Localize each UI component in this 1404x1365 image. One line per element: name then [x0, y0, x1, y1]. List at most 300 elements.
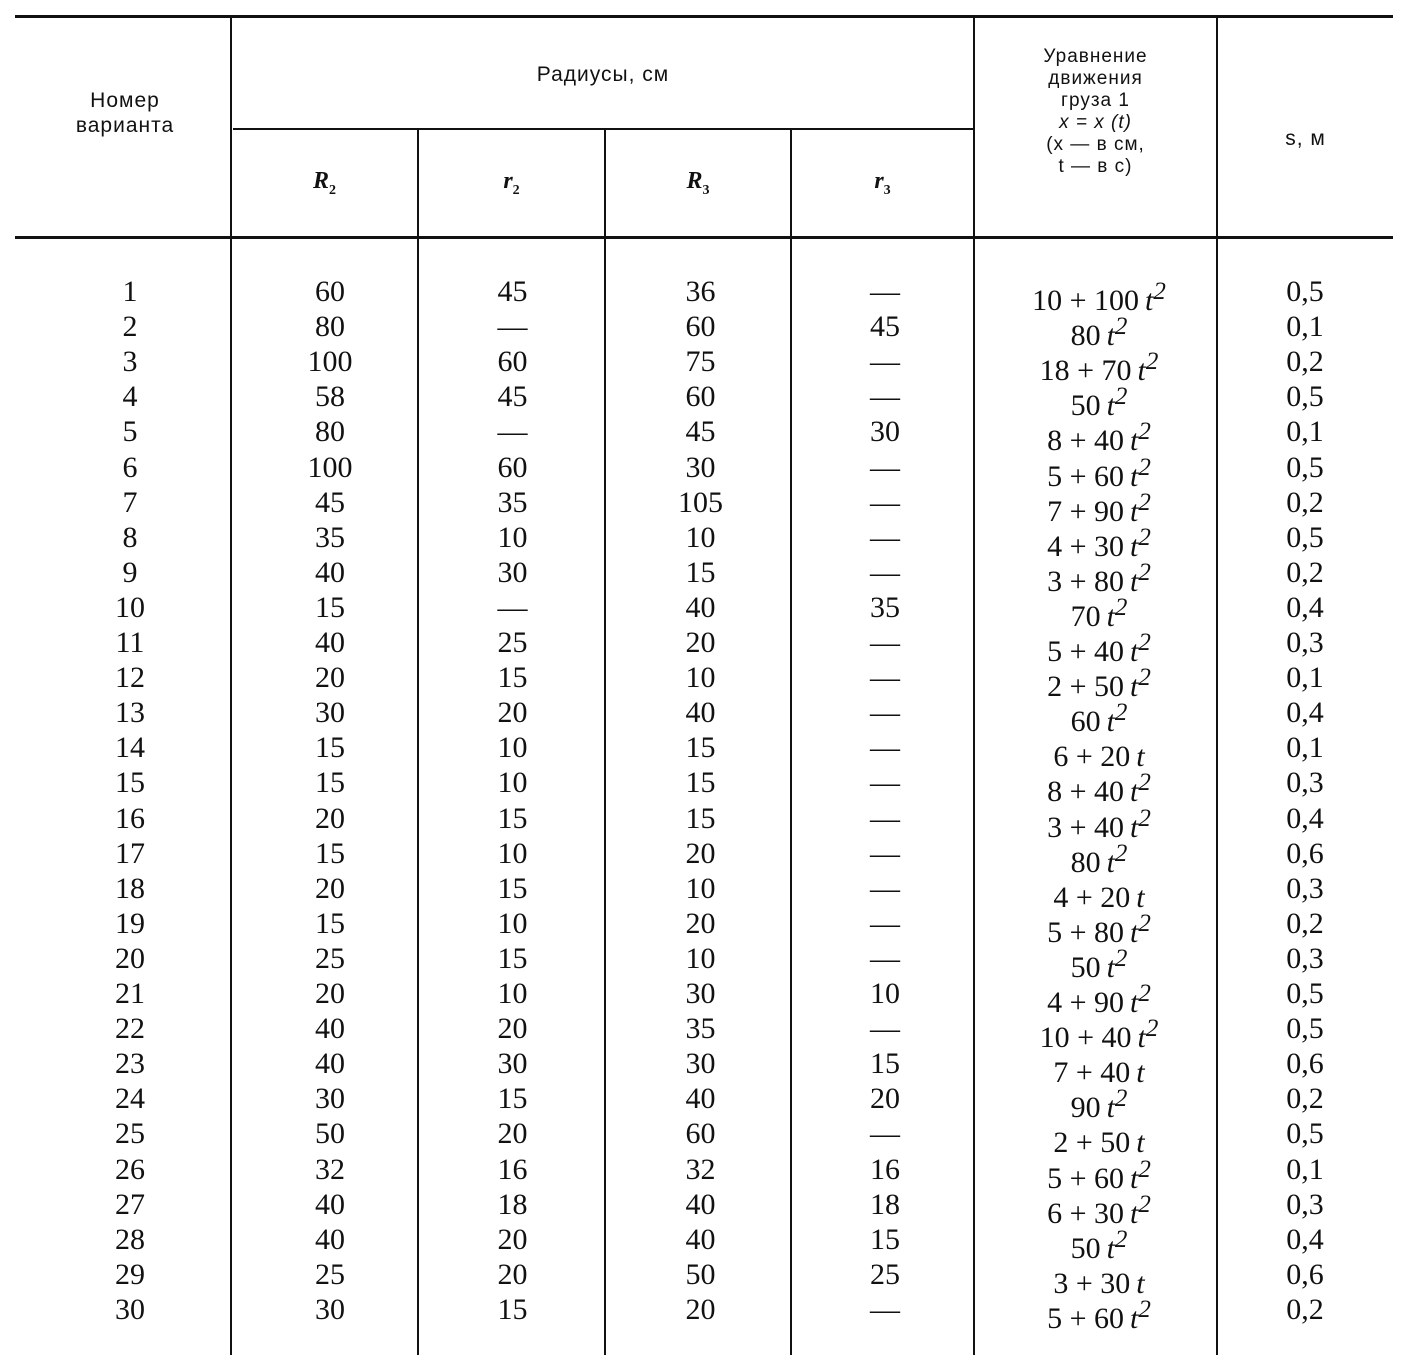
r3-cell: 16 — [870, 1152, 900, 1186]
R3-cell: 60 — [685, 310, 716, 344]
equation-exponent: 2 — [1138, 769, 1151, 797]
distance-cell: 0,3 — [1286, 941, 1324, 975]
r2-cell: 15 — [497, 1292, 528, 1326]
r3-cell: — — [870, 485, 900, 519]
r2-cell: 60 — [497, 450, 528, 484]
col-header-r3 — [792, 168, 973, 199]
R2-cell: 50 — [315, 1117, 345, 1151]
variant-number-cell: 7 — [122, 485, 138, 519]
R2-cell: 35 — [315, 520, 345, 554]
equation-time-variable: t — [1106, 1231, 1115, 1265]
variant-number-cell: 6 — [122, 450, 138, 484]
r3-cell: 15 — [870, 1047, 900, 1081]
R3-cell: 40 — [685, 1082, 716, 1116]
equation-time-variable: t — [1137, 1021, 1146, 1055]
r3-cell: 20 — [870, 1082, 900, 1116]
distance-cell: 0,2 — [1286, 906, 1324, 940]
equation-time-variable: t — [1106, 319, 1115, 353]
table-row — [0, 590, 1404, 633]
r2-cell: 35 — [497, 485, 528, 519]
equation-exponent: 2 — [1138, 453, 1151, 481]
R2-cell: 32 — [315, 1152, 345, 1186]
equation-header-line: x = x (t) — [1059, 112, 1132, 133]
r2-cell: 20 — [497, 1117, 528, 1151]
distance-cell: 0,5 — [1286, 520, 1324, 554]
table-row — [0, 555, 1404, 598]
r3-cell: — — [870, 450, 900, 484]
distance-cell: 0,2 — [1286, 345, 1324, 379]
R3-cell: 20 — [685, 626, 716, 659]
r3-cell: — — [870, 906, 900, 940]
equation-time-variable: t — [1130, 424, 1139, 458]
equation-coefficients: 3 + 80 — [1047, 564, 1125, 598]
equation-time-variable: t — [1130, 1161, 1139, 1195]
equation-coefficients: 90 — [1070, 1091, 1101, 1125]
R3-cell: 40 — [685, 696, 716, 730]
variant-number-cell: 30 — [115, 1292, 145, 1326]
equation-exponent: 2 — [1114, 313, 1128, 341]
equation-exponent: 2 — [1138, 523, 1151, 551]
table-row — [0, 906, 1404, 949]
equation-exponent: 2 — [1114, 1225, 1128, 1253]
col-header-r2-subscript: 2 — [512, 182, 520, 198]
distance-cell: 0,3 — [1286, 766, 1324, 800]
col-header-R2-subscript: 2 — [329, 182, 336, 198]
R3-cell: 60 — [685, 380, 716, 414]
R3-cell: 15 — [685, 731, 716, 765]
r3-cell: — — [870, 380, 900, 414]
equation-header-line: Уравнение — [1043, 46, 1148, 67]
variant-number-cell: 12 — [115, 661, 145, 695]
distance-cell: 0,1 — [1286, 310, 1324, 344]
equation-exponent: 2 — [1138, 488, 1151, 516]
table-row — [0, 450, 1404, 493]
equation-time-variable: t — [1137, 354, 1146, 388]
equation-coefficients: 3 + 30 — [1053, 1266, 1131, 1300]
col-header-R3 — [606, 168, 790, 199]
R2-cell: 20 — [315, 871, 345, 905]
R3-cell: 10 — [685, 941, 716, 975]
R2-cell: 20 — [315, 977, 345, 1010]
r3-cell: — — [870, 731, 900, 765]
equation-header — [975, 46, 1216, 178]
distance-cell: 0,2 — [1286, 1292, 1324, 1326]
variant-header-text: Номер варианта — [75, 89, 175, 137]
equation-exponent: 2 — [1138, 909, 1151, 937]
R2-cell: 15 — [315, 731, 345, 765]
equation-exponent: 2 — [1153, 278, 1166, 305]
R2-cell: 20 — [315, 661, 345, 695]
equation-coefficients: 5 + 60 — [1047, 1301, 1125, 1335]
table-row — [0, 1257, 1404, 1300]
table-row — [0, 414, 1404, 458]
distance-cell: 0,5 — [1286, 1012, 1324, 1046]
distance-cell: 0,5 — [1286, 275, 1324, 308]
variant-number-cell: 16 — [115, 801, 145, 835]
R3-cell: 35 — [685, 1012, 716, 1046]
table-row — [0, 941, 1404, 984]
r2-cell: 15 — [497, 871, 528, 905]
distance-cell: 0,1 — [1286, 415, 1324, 449]
equation-coefficients: 10 + 100 — [1032, 284, 1140, 317]
table-row — [0, 1011, 1404, 1055]
equation-exponent: 2 — [1138, 980, 1151, 1007]
r2-cell: 10 — [497, 977, 528, 1010]
R2-cell: 20 — [315, 801, 345, 835]
table-row — [0, 309, 1404, 353]
distance-header: s, м — [1285, 127, 1326, 150]
equation-coefficients: 60 — [1070, 705, 1101, 739]
distance-cell: 0,5 — [1286, 450, 1324, 484]
distance-cell: 0,1 — [1286, 1152, 1324, 1186]
equation-header-line: (x — в см, — [1046, 134, 1145, 155]
R3-cell: 30 — [685, 1047, 716, 1081]
equation-time-variable: t — [1130, 459, 1139, 493]
equation-time-variable: t — [1106, 1091, 1115, 1125]
r3-cell: — — [870, 555, 900, 589]
R3-cell: 105 — [678, 485, 723, 519]
R2-cell: 40 — [315, 1222, 345, 1256]
r2-cell: 30 — [497, 1047, 528, 1081]
equation-coefficients: 5 + 80 — [1047, 915, 1125, 949]
R3-cell: 10 — [685, 661, 716, 695]
distance-cell: 0,6 — [1286, 836, 1324, 870]
col-header-R3-symbol: R — [686, 168, 703, 194]
R2-cell: 58 — [315, 380, 345, 414]
variant-number-cell: 5 — [122, 415, 138, 449]
distance-cell: 0,2 — [1286, 485, 1324, 519]
R2-cell: 30 — [315, 1082, 345, 1116]
equation-exponent: 2 — [1138, 558, 1151, 586]
variant-number-cell: 19 — [115, 906, 145, 940]
r2-cell: 25 — [497, 626, 528, 659]
col-header-r2-symbol: r — [503, 168, 513, 194]
R3-cell: 50 — [685, 1257, 716, 1291]
distance-cell: 0,3 — [1286, 626, 1324, 659]
equation-coefficients: 7 + 40 — [1053, 1056, 1131, 1090]
r2-cell: 60 — [497, 345, 528, 379]
equation-exponent: 2 — [1138, 804, 1151, 832]
R3-cell: 32 — [685, 1152, 716, 1186]
equation-time-variable: t — [1106, 389, 1115, 423]
equation-coefficients: 6 + 30 — [1047, 1196, 1125, 1230]
r2-cell: 45 — [497, 275, 528, 308]
variant-number-cell: 8 — [122, 520, 138, 554]
R2-cell: 40 — [315, 1187, 345, 1221]
r3-cell: — — [870, 1012, 900, 1046]
variant-number-cell: 24 — [115, 1082, 145, 1116]
r2-cell: 18 — [497, 1187, 528, 1221]
variant-number-cell: 10 — [115, 590, 145, 624]
table-row — [0, 1116, 1404, 1160]
table-row — [0, 871, 1404, 914]
r3-cell: 35 — [870, 590, 900, 624]
col-header-R3-subscript: 3 — [702, 182, 710, 198]
equation-exponent: 2 — [1138, 1155, 1151, 1183]
variant-number-header — [40, 88, 210, 138]
r2-cell: 10 — [497, 906, 528, 940]
r3-cell: — — [870, 345, 900, 379]
equation-time-variable: t — [1130, 564, 1139, 598]
equation-coefficients: 8 + 40 — [1047, 775, 1125, 809]
table-row — [0, 520, 1404, 563]
variant-number-cell: 20 — [115, 941, 145, 975]
R3-cell: 45 — [685, 415, 716, 449]
equation-coefficients: 5 + 60 — [1047, 1161, 1125, 1195]
distance-cell: 0,2 — [1286, 555, 1324, 589]
equation-time-variable: t — [1106, 950, 1115, 984]
variant-number-cell: 1 — [122, 275, 138, 308]
equation-time-variable: t — [1145, 284, 1154, 317]
r2-cell: 15 — [497, 661, 528, 695]
radii-subheader-rule — [233, 128, 973, 130]
r2-cell: 15 — [497, 801, 528, 835]
equation-coefficients: 4 + 20 — [1053, 880, 1131, 914]
equation-time-variable: t — [1130, 810, 1139, 844]
table-row — [0, 485, 1404, 528]
equation-time-variable: t — [1130, 775, 1139, 809]
R2-cell: 80 — [315, 415, 345, 449]
equation-time-variable: t — [1130, 635, 1139, 668]
distance-cell: 0,1 — [1286, 731, 1324, 765]
variant-number-cell: 18 — [115, 871, 145, 905]
r3-cell: — — [870, 801, 900, 835]
R2-cell: 80 — [315, 310, 345, 344]
equation-header-line: движения — [1048, 68, 1143, 89]
distance-cell: 0,5 — [1286, 1117, 1324, 1151]
variant-number-cell: 9 — [122, 555, 138, 589]
equation-coefficients: 6 + 20 — [1053, 740, 1131, 774]
equation-exponent: 2 — [1114, 839, 1128, 867]
equation-exponent: 2 — [1138, 664, 1151, 692]
table-row — [0, 765, 1404, 809]
equation-time-variable: t — [1136, 1126, 1145, 1160]
equation-exponent: 2 — [1145, 348, 1159, 376]
r2-cell: 20 — [497, 1257, 528, 1291]
equation-time-variable: t — [1106, 705, 1115, 739]
equation-time-variable: t — [1106, 599, 1115, 633]
distance-cell: 0,1 — [1286, 661, 1324, 695]
r2-cell: — — [497, 590, 528, 624]
R3-cell: 20 — [685, 1292, 716, 1326]
equation-coefficients: 80 — [1070, 845, 1101, 879]
equation-exponent: 2 — [1114, 699, 1128, 727]
equation-time-variable: t — [1136, 740, 1145, 774]
r3-cell: — — [870, 1117, 900, 1151]
variant-number-cell: 14 — [115, 731, 145, 765]
r3-cell: — — [870, 520, 900, 554]
table-row — [0, 730, 1404, 774]
r2-cell: 45 — [497, 380, 528, 414]
table-row — [0, 1222, 1404, 1265]
r3-cell: 25 — [870, 1257, 900, 1291]
table-row — [0, 1292, 1404, 1335]
R2-cell: 40 — [315, 1047, 345, 1081]
R2-cell: 45 — [315, 485, 345, 519]
R2-cell: 40 — [315, 555, 345, 589]
equation-time-variable: t — [1130, 529, 1139, 563]
distance-cell: 0,6 — [1286, 1257, 1324, 1291]
R3-cell: 10 — [685, 520, 716, 554]
table-row — [0, 836, 1404, 879]
table-row — [0, 274, 1404, 317]
distance-cell: 0,6 — [1286, 1047, 1324, 1081]
variant-number-cell: 11 — [115, 626, 145, 659]
R2-cell: 15 — [315, 590, 345, 624]
table-row — [0, 1046, 1404, 1090]
r2-cell: 20 — [497, 1222, 528, 1256]
r2-cell: 15 — [497, 1082, 528, 1116]
variant-number-cell: 15 — [115, 766, 145, 800]
table-row — [0, 625, 1404, 668]
R3-cell: 20 — [685, 906, 716, 940]
distance-cell: 0,4 — [1286, 696, 1324, 730]
R2-cell: 60 — [315, 275, 345, 308]
table-row — [0, 344, 1404, 388]
equation-exponent: 2 — [1138, 629, 1151, 656]
table-row — [0, 801, 1404, 844]
table-row — [0, 695, 1404, 739]
r2-cell: — — [497, 310, 528, 344]
table-row — [0, 660, 1404, 704]
variant-number-cell: 29 — [115, 1257, 145, 1291]
R2-cell: 40 — [315, 626, 345, 659]
distance-cell: 0,3 — [1286, 1187, 1324, 1221]
R2-cell: 15 — [315, 766, 345, 800]
r2-cell: 15 — [497, 941, 528, 975]
r3-cell: — — [870, 626, 900, 659]
equation-coefficients: 10 + 40 — [1039, 1021, 1132, 1055]
equation-coefficients: 70 — [1070, 599, 1101, 633]
equation-exponent: 2 — [1114, 1085, 1128, 1113]
r3-cell: — — [870, 836, 900, 870]
equation-time-variable: t — [1136, 880, 1145, 914]
r3-cell: 15 — [870, 1222, 900, 1256]
equation-exponent: 2 — [1145, 1015, 1159, 1043]
table-row — [0, 379, 1404, 423]
equation-coefficients: 2 + 50 — [1053, 1126, 1131, 1160]
variant-number-cell: 17 — [115, 836, 145, 870]
equation-time-variable: t — [1130, 670, 1139, 704]
equation-time-variable: t — [1130, 494, 1139, 528]
equation-exponent: 2 — [1114, 383, 1128, 411]
variant-number-cell: 26 — [115, 1152, 145, 1186]
R3-cell: 30 — [685, 977, 716, 1010]
equation-time-variable: t — [1130, 1301, 1139, 1335]
distance-cell: 0,5 — [1286, 977, 1324, 1010]
equation-coefficients: 5 + 60 — [1047, 459, 1125, 493]
distance-cell: 0,4 — [1286, 590, 1324, 624]
r3-cell: — — [870, 766, 900, 800]
table-row — [0, 1152, 1404, 1195]
R2-cell: 40 — [315, 1012, 345, 1046]
equation-time-variable: t — [1130, 986, 1139, 1019]
equation-coefficients: 80 — [1070, 319, 1101, 353]
col-header-r3-subscript: 3 — [883, 182, 891, 198]
equation-coefficients: 18 + 70 — [1039, 354, 1132, 388]
equation-coefficients: 50 — [1070, 389, 1101, 423]
R2-cell: 100 — [307, 450, 353, 484]
R3-cell: 60 — [685, 1117, 716, 1151]
variant-number-cell: 25 — [115, 1117, 145, 1151]
r3-cell: — — [870, 696, 900, 730]
R3-cell: 10 — [685, 871, 716, 905]
equation-coefficients: 5 + 40 — [1047, 635, 1125, 668]
r2-cell: 10 — [497, 731, 528, 765]
r2-cell: 30 — [497, 555, 528, 589]
equation-exponent: 2 — [1138, 1190, 1151, 1218]
table-row — [0, 976, 1404, 1019]
R2-cell: 100 — [307, 345, 353, 379]
variant-number-cell: 13 — [115, 696, 145, 730]
variant-number-cell: 27 — [115, 1187, 145, 1221]
equation-header-line: груза 1 — [1061, 90, 1130, 111]
col-header-R2-symbol: R — [312, 168, 329, 194]
variant-number-cell: 28 — [115, 1222, 145, 1256]
R3-cell: 40 — [685, 1222, 716, 1256]
R2-cell: 30 — [315, 696, 345, 730]
r2-cell: 20 — [497, 1012, 528, 1046]
variant-number-cell: 23 — [115, 1047, 145, 1081]
r2-cell: 10 — [497, 766, 528, 800]
table-row — [0, 1187, 1404, 1230]
R3-cell: 15 — [685, 766, 716, 800]
equation-time-variable: t — [1130, 915, 1139, 949]
col-header-R2 — [232, 168, 417, 199]
equation-coefficients: 7 + 90 — [1047, 494, 1125, 528]
r3-cell: — — [870, 941, 900, 975]
R3-cell: 40 — [685, 590, 716, 624]
equation-coefficients: 2 + 50 — [1047, 670, 1125, 704]
r2-cell: 10 — [497, 520, 528, 554]
equation-coefficients: 3 + 40 — [1047, 810, 1125, 844]
equation-exponent: 2 — [1138, 418, 1151, 446]
equation-time-variable: t — [1136, 1266, 1145, 1300]
R2-cell: 15 — [315, 836, 345, 870]
r3-cell: 30 — [870, 415, 900, 449]
r3-cell: — — [870, 275, 900, 308]
r3-cell: — — [870, 871, 900, 905]
equation-coefficients: 8 + 40 — [1047, 424, 1125, 458]
R3-cell: 36 — [685, 275, 716, 308]
radii-header: Радиусы, см — [536, 63, 670, 86]
equation-coefficients: 4 + 90 — [1047, 986, 1125, 1019]
distance-cell: 0,3 — [1286, 871, 1324, 905]
R3-cell: 15 — [685, 555, 716, 589]
R3-cell: 75 — [685, 345, 716, 379]
r3-cell: 10 — [870, 977, 900, 1010]
R2-cell: 15 — [315, 906, 345, 940]
distance-cell: 0,4 — [1286, 1222, 1324, 1256]
variant-number-cell: 2 — [122, 310, 138, 344]
equation-time-variable: t — [1130, 1196, 1139, 1230]
col-header-r3-symbol: r — [874, 168, 884, 194]
R2-cell: 25 — [315, 941, 345, 975]
table-row — [0, 1081, 1404, 1125]
equation-header-line: t — в с) — [1058, 156, 1133, 177]
table-top-rule — [15, 15, 1393, 18]
R3-cell: 15 — [685, 801, 716, 835]
R2-cell: 25 — [315, 1257, 345, 1291]
equation-time-variable: t — [1136, 1056, 1145, 1090]
equation-coefficients: 4 + 30 — [1047, 529, 1125, 563]
r2-cell: 10 — [497, 836, 528, 870]
header-bottom-rule — [15, 236, 1393, 239]
r3-cell: 18 — [870, 1187, 900, 1221]
R3-cell: 30 — [685, 450, 716, 484]
equation-exponent: 2 — [1138, 1295, 1151, 1323]
r3-cell: 45 — [870, 310, 900, 344]
